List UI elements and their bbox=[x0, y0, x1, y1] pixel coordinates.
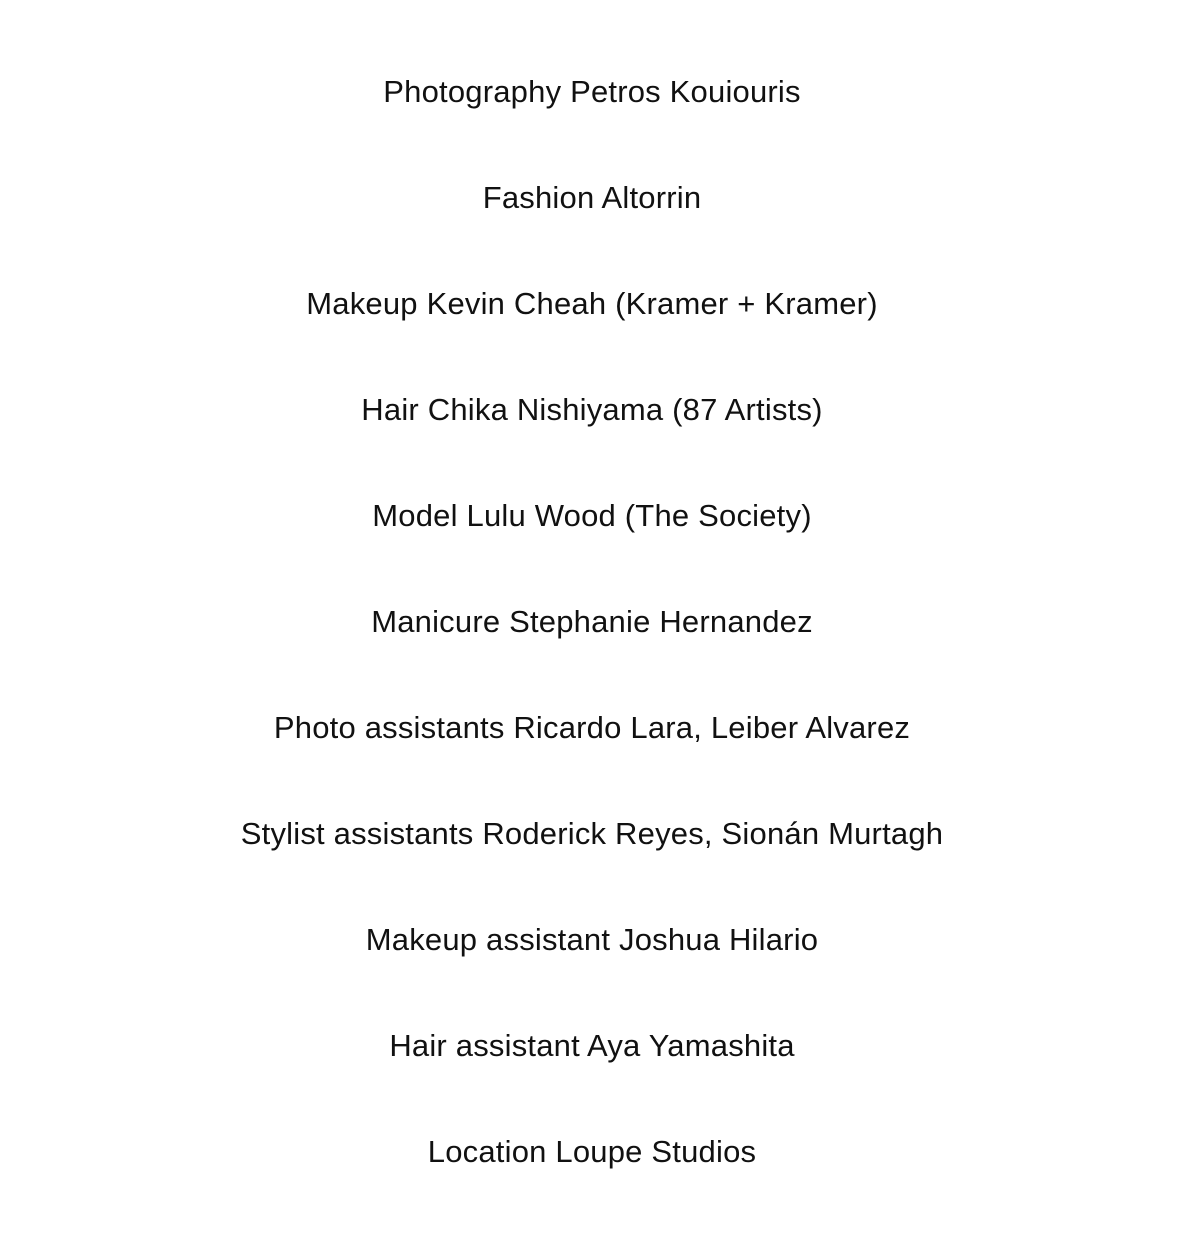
credit-text: Model Lulu Wood (The Society) bbox=[372, 498, 812, 533]
credit-photography bbox=[0, 66, 1184, 172]
credit-text: Hair Chika Nishiyama (87 Artists) bbox=[361, 392, 823, 427]
credit-photo-assistants bbox=[0, 702, 1184, 808]
credit-fashion bbox=[0, 172, 1184, 278]
credit-text: Stylist assistants Roderick Reyes, Sionán Murtagh bbox=[240, 816, 944, 851]
credit-text: Fashion Altorrin bbox=[482, 180, 702, 215]
credit-makeup bbox=[0, 278, 1184, 384]
credit-text: Makeup assistant Joshua Hilario bbox=[365, 922, 819, 957]
credit-text: Photo assistants Ricardo Lara, Leiber Alvarez bbox=[273, 710, 911, 745]
credit-location bbox=[0, 1126, 1184, 1232]
credit-hair bbox=[0, 384, 1184, 490]
credit-model bbox=[0, 490, 1184, 596]
credit-text: Hair assistant Aya Yamashita bbox=[389, 1028, 795, 1063]
credits-list bbox=[0, 66, 1184, 1232]
cropped-red-heading bbox=[0, 0, 1184, 8]
credit-text: Manicure Stephanie Hernandez bbox=[371, 604, 813, 639]
credit-manicure bbox=[0, 596, 1184, 702]
credit-stylist-assistants bbox=[0, 808, 1184, 914]
credit-text: Location Loupe Studios bbox=[427, 1134, 757, 1169]
credit-text: Makeup Kevin Cheah (Kramer + Kramer) bbox=[306, 286, 878, 321]
credit-makeup-assistant bbox=[0, 914, 1184, 1020]
credit-hair-assistant bbox=[0, 1020, 1184, 1126]
credit-text: Photography Petros Kouiouris bbox=[383, 74, 801, 109]
